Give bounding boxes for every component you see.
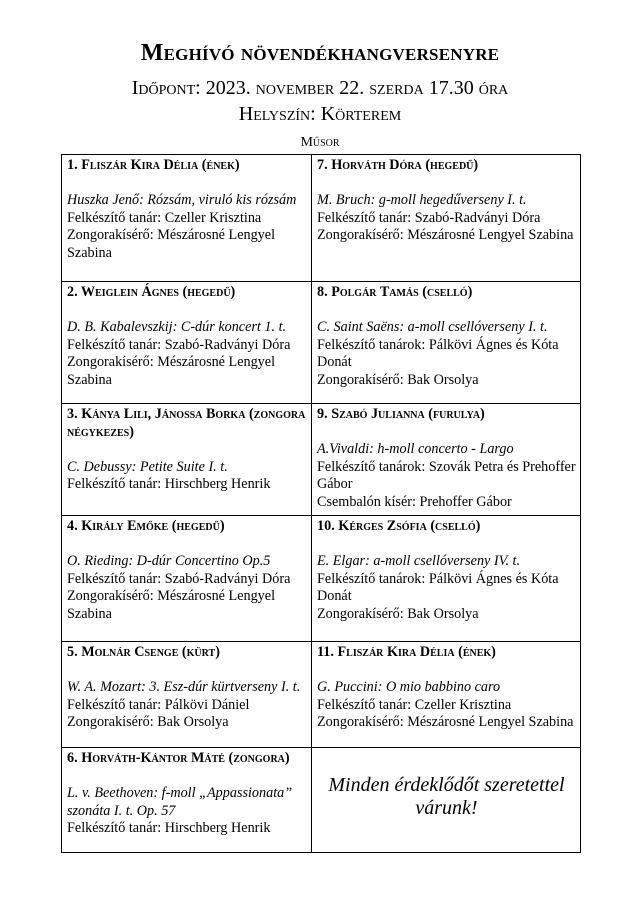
performer-heading: 8. Polgár Tamás (cselló) (317, 284, 473, 300)
program-item (312, 155, 581, 282)
accompanist-line: Zongorakísérő: Bak Orsolya (317, 372, 479, 389)
performer-heading: 11. Fliszár Kira Délia (ének) (317, 643, 496, 660)
teacher-line: Felkészítő tanár: Hirschberg Henrik (67, 820, 271, 837)
program-item (312, 515, 581, 641)
work-title: O. Rieding: D-dúr Concertino Op.5 (67, 552, 271, 569)
accompanist-line: Zongorakísérő: Mészárosné Lengyel Szabina (67, 354, 276, 389)
teacher-line: Felkészítő tanár: Hirschberg Henrik (67, 476, 271, 493)
performer-heading: 1. Fliszár Kira Délia (ének) (67, 157, 240, 173)
teacher-line: Felkészítő tanárok: Pálkövi Ágnes és Kóta Donát (317, 570, 559, 605)
accompanist-line: Zongorakísérő: Mészárosné Lengyel Szabina (317, 227, 574, 244)
closing-message: Minden érdeklődőt szeretettel várunk! (328, 773, 565, 819)
work-title: C. Debussy: Petite Suite I. t. (67, 458, 228, 475)
accompanist-line: Zongorakísérő: Mészárosné Lengyel Szabina (67, 588, 276, 623)
program-item (62, 404, 312, 516)
teacher-line: Felkészítő tanár: Pálkövi Dániel (67, 696, 250, 713)
work-title: E. Elgar: a-moll csellóverseny IV. t. (317, 552, 521, 569)
closing-cell (312, 747, 581, 852)
work-title: L. v. Beethoven: f-moll „Appassionata” szonáta I. t. Op. 57 (67, 784, 293, 819)
page-title: Meghívó növendékhangversenyre (140, 40, 500, 66)
table-row (62, 404, 581, 516)
work-title: A.Vivaldi: h-moll concerto - Largo (317, 440, 514, 457)
program-item (62, 282, 312, 404)
performer-heading: 10. Kérges Zsófia (cselló) (317, 517, 481, 534)
program-item (312, 282, 581, 404)
performer-heading: 9. Szabó Julianna (furulya) (317, 406, 485, 422)
work-title: G. Puccini: O mio babbino caro (317, 678, 501, 695)
program-label: Műsor (300, 135, 340, 150)
accompanist-line: Zongorakísérő: Bak Orsolya (67, 714, 229, 731)
table-row (62, 641, 581, 747)
program-item (62, 747, 312, 852)
teacher-line: Felkészítő tanár: Szabó-Radványi Dóra (67, 570, 291, 587)
performer-heading: 4. Király Emőke (hegedű) (67, 517, 225, 534)
work-title: Huszka Jenő: Rózsám, viruló kis rózsám (67, 191, 297, 208)
program-item (62, 155, 312, 282)
table-row (62, 282, 581, 404)
accompanist-line: Zongorakísérő: Mészárosné Lengyel Szabina (67, 227, 276, 262)
teacher-line: Felkészítő tanárok: Pálkövi Ágnes és Kóta Donát (317, 336, 559, 371)
performer-heading: 2. Weiglein Ágnes (hegedű) (67, 284, 236, 300)
program-item (312, 641, 581, 747)
program-item (62, 515, 312, 641)
accompanist-line: Csembalón kísér: Prehoffer Gábor (317, 494, 512, 511)
accompanist-line: Zongorakísérő: Bak Orsolya (317, 606, 479, 623)
work-title: M. Bruch: g-moll hegedűverseny I. t. (317, 191, 527, 208)
table-row (62, 747, 581, 852)
teacher-line: Felkészítő tanár: Szabó-Radványi Dóra (317, 209, 541, 226)
date-line: Időpont: 2023. november 22. szerda 17.30 óra (131, 77, 509, 99)
program-item (62, 641, 312, 747)
teacher-line: Felkészítő tanárok: Szovák Petra és Prehoffer Gábor (317, 458, 576, 493)
accompanist-line: Zongorakísérő: Mészárosné Lengyel Szabina (317, 714, 574, 731)
performer-heading: 3. Kánya Lili, Jánossa Borka (zongora négykezes) (67, 406, 306, 440)
table-row (62, 515, 581, 641)
program-table (61, 154, 581, 853)
work-title: D. B. Kabalevszkij: C-dúr koncert 1. t. (67, 318, 287, 335)
performer-heading: 7. Horváth Dóra (hegedű) (317, 157, 479, 173)
teacher-line: Felkészítő tanár: Czeller Krisztina (67, 209, 262, 226)
teacher-line: Felkészítő tanár: Czeller Krisztina (317, 696, 512, 713)
program-item (312, 404, 581, 516)
performer-heading: 6. Horváth-Kántor Máté (zongora) (67, 749, 290, 766)
teacher-line: Felkészítő tanár: Szabó-Radványi Dóra (67, 336, 291, 353)
work-title: C. Saint Saëns: a-moll csellóverseny I. t. (317, 318, 548, 335)
work-title: W. A. Mozart: 3. Esz-dúr kürtverseny I. t. (67, 678, 301, 695)
table-row (62, 155, 581, 282)
venue-line: Helyszín: Körterem (238, 103, 402, 125)
performer-heading: 5. Molnár Csenge (kürt) (67, 643, 220, 660)
